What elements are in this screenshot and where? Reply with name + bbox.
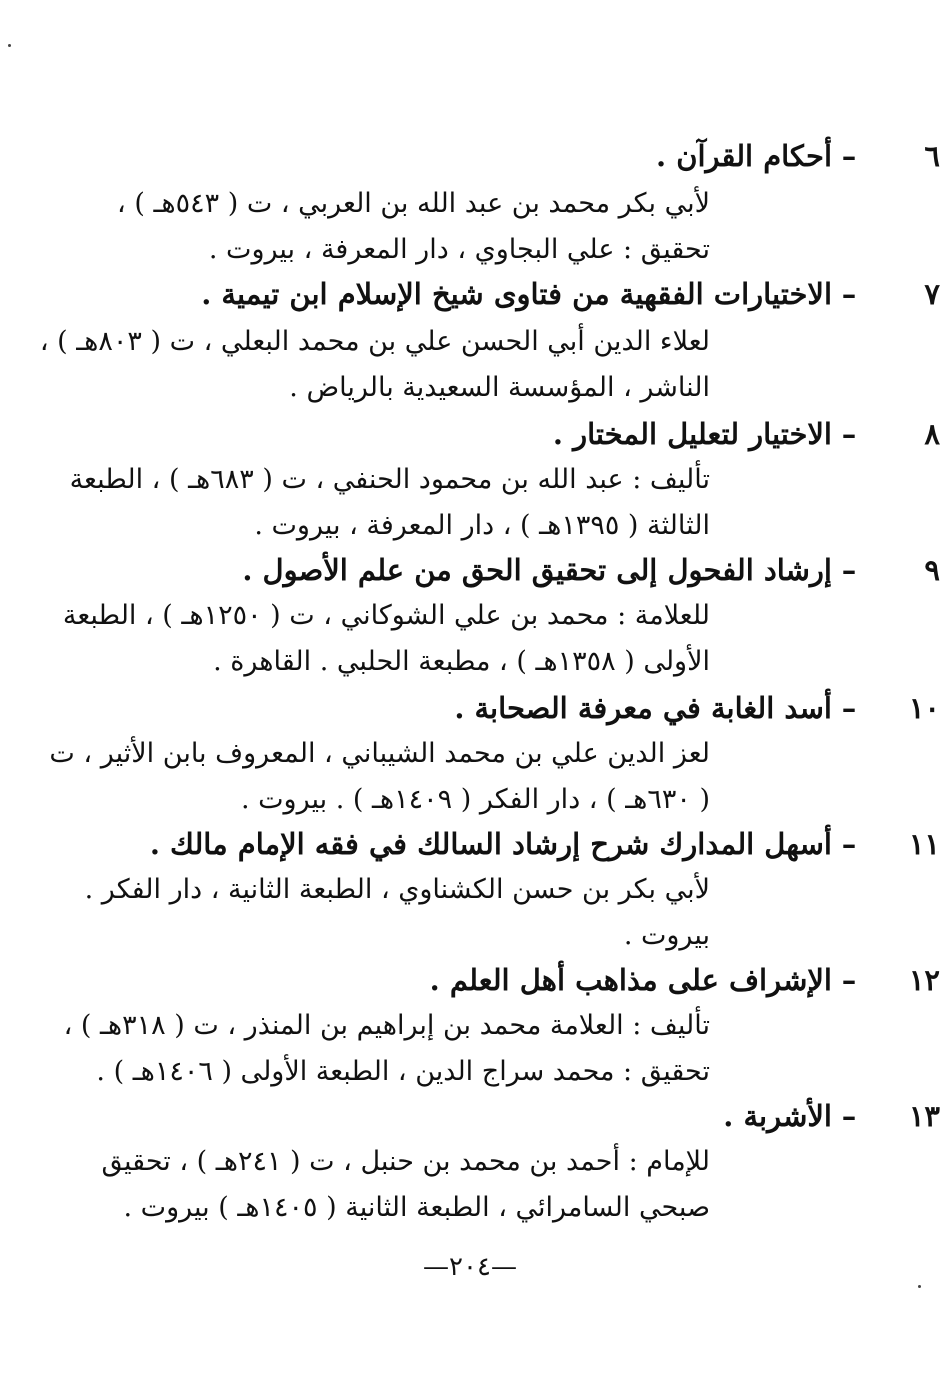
entry-title: أسهل المدارك شرح إرشاد السالك في فقه الإمام مالك . <box>149 827 832 861</box>
entry-heading <box>0 824 940 864</box>
scan-speck <box>8 44 11 47</box>
entry-detail-line: صبحي السامرائي ، الطبعة الثانية ( ١٤٠٥هـ ) بيروت . <box>123 1192 710 1223</box>
entry-dash: – <box>841 417 857 451</box>
entry-detail-line: تأليف : عبد الله بن محمود الحنفي ، ت ( ٦٨٣هـ ) ، الطبعة <box>69 464 710 495</box>
entry-heading <box>0 550 940 590</box>
entry-heading <box>0 1096 940 1136</box>
entry-dash: – <box>841 963 857 997</box>
entry-detail-line: تأليف : العلامة محمد بن إبراهيم بن المنذر ، ت ( ٣١٨هـ ) ، <box>63 1010 710 1041</box>
entry-title: الإشراف على مذاهب أهل العلم . <box>429 963 832 997</box>
entry-detail-line: الناشر ، المؤسسة السعيدية بالرياض . <box>289 372 710 403</box>
entry-dash: – <box>841 553 857 587</box>
entry-detail-line: تحقيق : علي البجاوي ، دار المعرفة ، بيروت . <box>208 234 710 265</box>
entry-heading <box>0 136 940 176</box>
entry-detail-line: لأبي بكر محمد بن عبد الله بن العربي ، ت ( ٥٤٣هـ ) ، <box>117 188 710 219</box>
entry-detail-line: للعلامة : محمد بن علي الشوكاني ، ت ( ١٢٥٠هـ ) ، الطبعة <box>62 600 710 631</box>
entry-detail-line: لعلاء الدين أبي الحسن علي بن محمد البعلي ، ت ( ٨٠٣هـ ) ، <box>39 326 710 357</box>
entry-number: ١٠ <box>908 691 940 725</box>
entry-detail-line: الأولى ( ١٣٥٨هـ ) ، مطبعة الحلبي . القاهرة . <box>213 646 710 677</box>
entry-detail-line: الثالثة ( ١٣٩٥هـ ) ، دار المعرفة ، بيروت . <box>254 510 710 541</box>
entry-dash: – <box>841 827 857 861</box>
entry-title: أحكام القرآن . <box>656 139 832 173</box>
scan-speck <box>918 1285 921 1288</box>
entry-number: ٨ <box>924 417 940 451</box>
entry-heading <box>0 688 940 728</box>
entry-detail-line: ( ٦٣٠هـ ) ، دار الفكر ( ١٤٠٩هـ ) . بيروت . <box>240 784 710 815</box>
entry-number: ٩ <box>924 553 940 587</box>
entry-title: الاختيارات الفقهية من فتاوى شيخ الإسلام ابن تيمية . <box>201 277 832 311</box>
page-number: —٢٠٤— <box>423 1252 517 1282</box>
entry-dash: – <box>841 691 857 725</box>
entry-detail-line: لعز الدين علي بن محمد الشيباني ، المعروف بابن الأثير ، ت <box>49 738 710 769</box>
entry-number: ١٣ <box>908 1099 940 1133</box>
entry-number: ١٢ <box>908 963 940 997</box>
entry-title: إرشاد الفحول إلى تحقيق الحق من علم الأصول . <box>242 553 832 587</box>
entry-detail-line: لأبي بكر بن حسن الكشناوي ، الطبعة الثانية ، دار الفكر . <box>84 874 710 905</box>
entry-heading <box>0 960 940 1000</box>
entry-number: ٦ <box>924 139 940 173</box>
entry-detail-line: بيروت . <box>623 920 710 951</box>
entry-dash: – <box>841 139 857 173</box>
entry-number: ١١ <box>908 827 940 861</box>
entry-number: ٧ <box>924 277 940 311</box>
entry-title: الأشربة . <box>723 1099 832 1133</box>
entry-heading <box>0 414 940 454</box>
entry-heading <box>0 274 940 314</box>
entry-detail-line: للإمام : أحمد بن محمد بن حنبل ، ت ( ٢٤١هـ ) ، تحقيق <box>101 1146 710 1177</box>
entry-dash: – <box>841 1099 857 1133</box>
entry-title: الاختيار لتعليل المختار . <box>552 417 832 451</box>
entry-dash: – <box>841 277 857 311</box>
entry-title: أسد الغابة في معرفة الصحابة . <box>454 691 832 725</box>
entry-detail-line: تحقيق : محمد سراج الدين ، الطبعة الأولى ( ١٤٠٦هـ ) . <box>96 1056 710 1087</box>
